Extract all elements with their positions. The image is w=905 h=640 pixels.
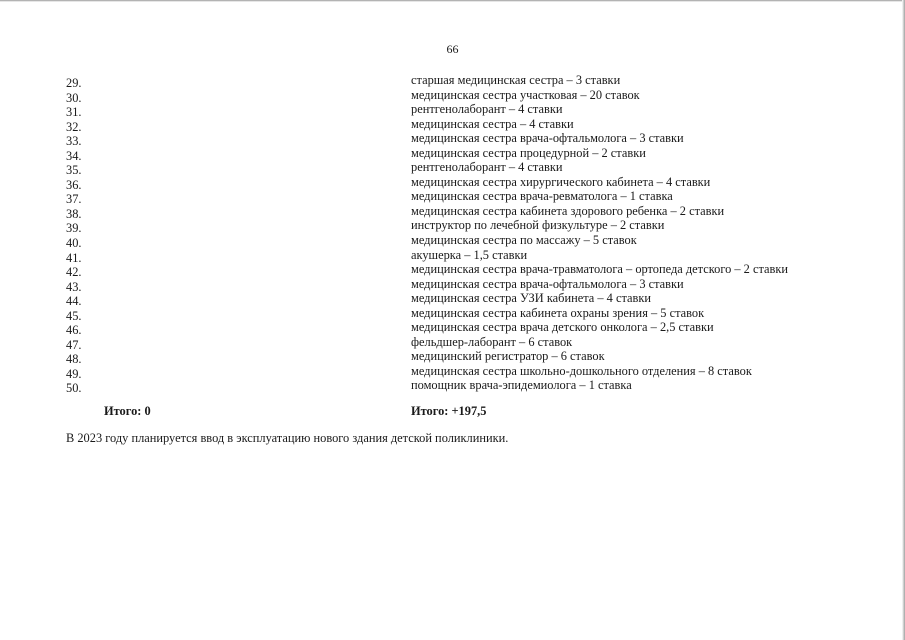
list-item	[66, 364, 846, 379]
item-number: 36.	[66, 177, 82, 192]
list-item	[66, 335, 846, 350]
list-item	[66, 160, 846, 178]
item-description: медицинская сестра врача-офтальмолога – 3 ставки	[411, 131, 684, 146]
page-number: 66	[446, 42, 459, 56]
list-item	[66, 262, 846, 280]
list-item	[66, 306, 846, 321]
staff-list	[66, 73, 846, 396]
list-item	[66, 131, 846, 149]
item-description: старшая медицинская сестра – 3 ставки	[411, 73, 621, 87]
item-number: 29.	[66, 76, 82, 90]
item-description: фельдшер-лаборант – 6 ставок	[411, 334, 573, 349]
list-item	[66, 233, 846, 251]
total-right: Итого: +197,5	[411, 404, 487, 418]
item-description: медицинская сестра УЗИ кабинета – 4 ставки	[411, 291, 652, 306]
item-description: медицинская сестра врача-травматолога – ортопеда детского – 2 ставки	[411, 262, 789, 277]
item-number: 34.	[66, 148, 82, 163]
item-number: 32.	[66, 119, 82, 134]
item-description: медицинская сестра врача детского онколога – 2,5 ставки	[411, 320, 714, 335]
item-description: помощник врача-эпидемиолога – 1 ставка	[411, 378, 632, 393]
item-number: 47.	[66, 337, 82, 352]
item-description: медицинская сестра врача-офтальмолога – 3 ставки	[411, 276, 684, 291]
item-number: 43.	[66, 279, 82, 294]
item-number: 30.	[66, 90, 82, 105]
item-description: акушерка – 1,5 ставки	[411, 247, 528, 262]
item-number: 41.	[66, 250, 82, 265]
item-description: медицинская сестра кабинета здорового ребенка – 2 ставки	[411, 203, 725, 218]
item-description: медицинская сестра кабинета охраны зрения – 5 ставок	[411, 305, 705, 320]
list-item	[66, 88, 846, 103]
item-number: 31.	[66, 105, 82, 120]
item-number: 37.	[66, 192, 82, 207]
item-description: медицинская сестра по массажу – 5 ставок	[411, 233, 637, 248]
item-number: 35.	[66, 163, 82, 178]
item-number: 46.	[66, 323, 82, 338]
list-item	[66, 146, 846, 161]
list-item	[66, 320, 846, 338]
list-item	[66, 73, 846, 88]
list-item	[66, 117, 846, 132]
footer-paragraph: В 2023 году планируется ввод в эксплуатацию нового здания детской поликлиники.	[66, 431, 509, 445]
list-item	[66, 248, 846, 263]
total-left: Итого: 0	[104, 404, 151, 418]
list-item	[66, 291, 846, 309]
item-number: 33.	[66, 134, 82, 149]
item-description: медицинский регистратор – 6 ставок	[411, 349, 605, 364]
item-description: медицинская сестра – 4 ставки	[411, 116, 574, 131]
item-number: 49.	[66, 366, 82, 381]
list-item	[66, 277, 846, 292]
item-description: медицинская сестра процедурной – 2 ставки	[411, 145, 646, 160]
item-description: медицинская сестра врача-ревматолога – 1 ставка	[411, 189, 673, 204]
item-number: 45.	[66, 308, 82, 323]
item-number: 40.	[66, 236, 82, 251]
list-item	[66, 204, 846, 219]
item-number: 48.	[66, 352, 82, 367]
item-description: рентгенолаборант – 4 ставки	[411, 102, 563, 117]
list-item	[66, 189, 846, 207]
item-number: 44.	[66, 294, 82, 309]
item-number: 38.	[66, 206, 82, 221]
list-item	[66, 218, 846, 236]
list-item	[66, 349, 846, 367]
item-number: 39.	[66, 221, 82, 236]
item-description: рентгенолаборант – 4 ставки	[411, 160, 563, 175]
item-description: медицинская сестра участковая – 20 ставок	[411, 87, 640, 102]
item-description: медицинская сестра хирургического кабинета – 4 ставки	[411, 174, 711, 189]
scan-edge-top	[0, 0, 905, 2]
item-number: 42.	[66, 265, 82, 280]
item-number: 50.	[66, 381, 82, 396]
item-description: медицинская сестра школьно-дошкольного отделения – 8 ставок	[411, 363, 752, 378]
list-item	[66, 378, 846, 396]
list-item	[66, 175, 846, 190]
item-description: инструктор по лечебной физкультуре – 2 ставки	[411, 218, 665, 233]
list-item	[66, 102, 846, 120]
totals-row	[0, 404, 905, 420]
